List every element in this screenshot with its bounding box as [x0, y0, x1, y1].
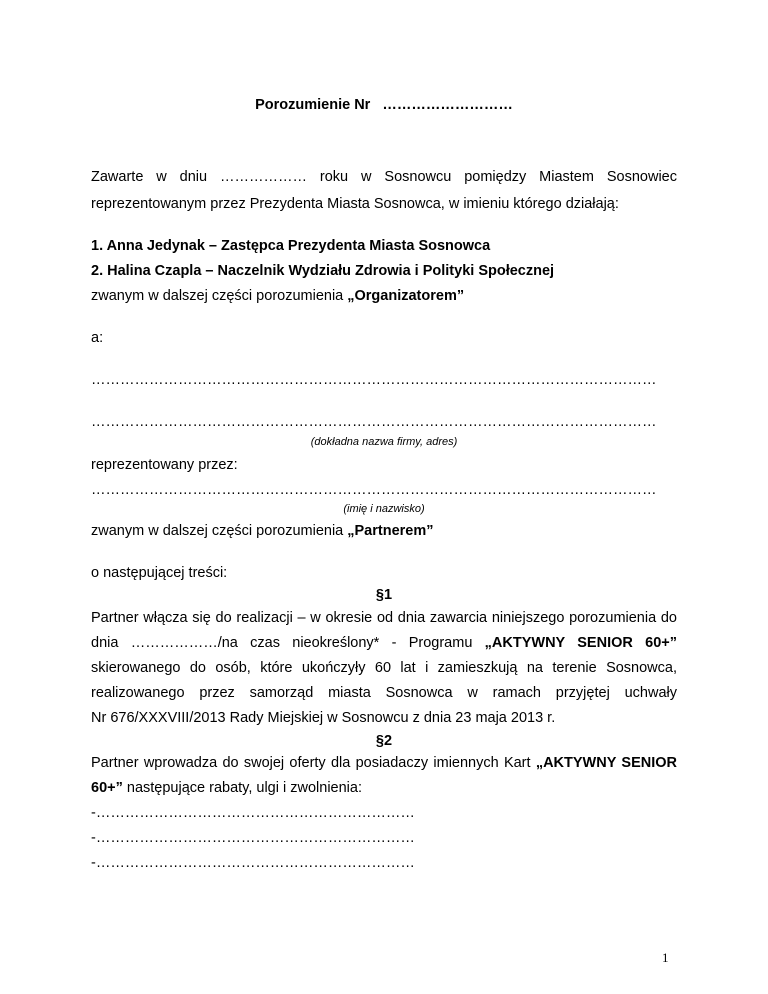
section-2-line-2: 60+” następujące rabaty, ulgi i zwolnienia:: [91, 780, 362, 796]
company-caption: (dokładna nazwa firmy, adres): [310, 436, 458, 448]
list-item: -…………………………………………………………: [91, 855, 415, 871]
company-dotline-2: ………………………………………………………………………………………………………: [91, 414, 657, 430]
organizer-line: zwanym w dalszej części porozumienia „Organizatorem”: [91, 288, 465, 304]
section-1-line-3: skierowanego do osób, które ukończyły 60 lat i zamieszkują na terenie Sosnowca,: [91, 660, 677, 676]
partner-line: zwanym w dalszej części porozumienia „Partnerem”: [91, 523, 434, 539]
section-1-line-1: Partner włącza się do realizacji – w okresie od dnia zawarcia niniejszego porozumienia do: [91, 610, 677, 626]
section-1-heading: §1: [375, 587, 393, 603]
name-dotline: ………………………………………………………………………………………………………: [91, 482, 657, 498]
section-1-line-2: dnia ………………/na czas nieokreślony* - Programu „AKTYWNY SENIOR 60+”: [91, 635, 677, 651]
section-1-line-4: realizowanego przez samorząd miasta Sosnowca w ramach przyjętej uchwały: [91, 685, 677, 701]
intro-line-2: reprezentowanym przez Prezydenta Miasta Sosnowca, w imieniu którego działają:: [91, 196, 619, 212]
section-2-heading: §2: [375, 733, 393, 749]
section-1-line-5: Nr 676/XXXVIII/2013 Rady Miejskiej w Sosnowcu z dnia 23 maja 2013 r.: [91, 710, 556, 726]
party-a-label: a:: [91, 330, 104, 346]
section-2-line-1: Partner wprowadza do swojej oferty dla posiadaczy imiennych Kart „AKTYWNY SENIOR: [91, 755, 677, 771]
intro-line-1: Zawarte w dniu ……………… roku w Sosnowcu pomiędzy Miastem Sosnowiec: [91, 169, 677, 185]
name-caption: (imię i nazwisko): [343, 503, 425, 515]
document-title: Porozumienie Nr ………………………: [255, 97, 513, 113]
company-dotline-1: ………………………………………………………………………………………………………: [91, 372, 657, 388]
representative-2: 2. Halina Czapla – Naczelnik Wydziału Zdrowia i Polityki Społecznej: [91, 263, 555, 279]
representative-1: 1. Anna Jedynak – Zastępca Prezydenta Miasta Sosnowca: [91, 238, 491, 254]
content-intro: o następującej treści:: [91, 565, 228, 581]
represented-by-label: reprezentowany przez:: [91, 457, 238, 473]
list-item: -…………………………………………………………: [91, 805, 415, 821]
page-number: 1: [662, 950, 669, 965]
list-item: -…………………………………………………………: [91, 830, 415, 846]
